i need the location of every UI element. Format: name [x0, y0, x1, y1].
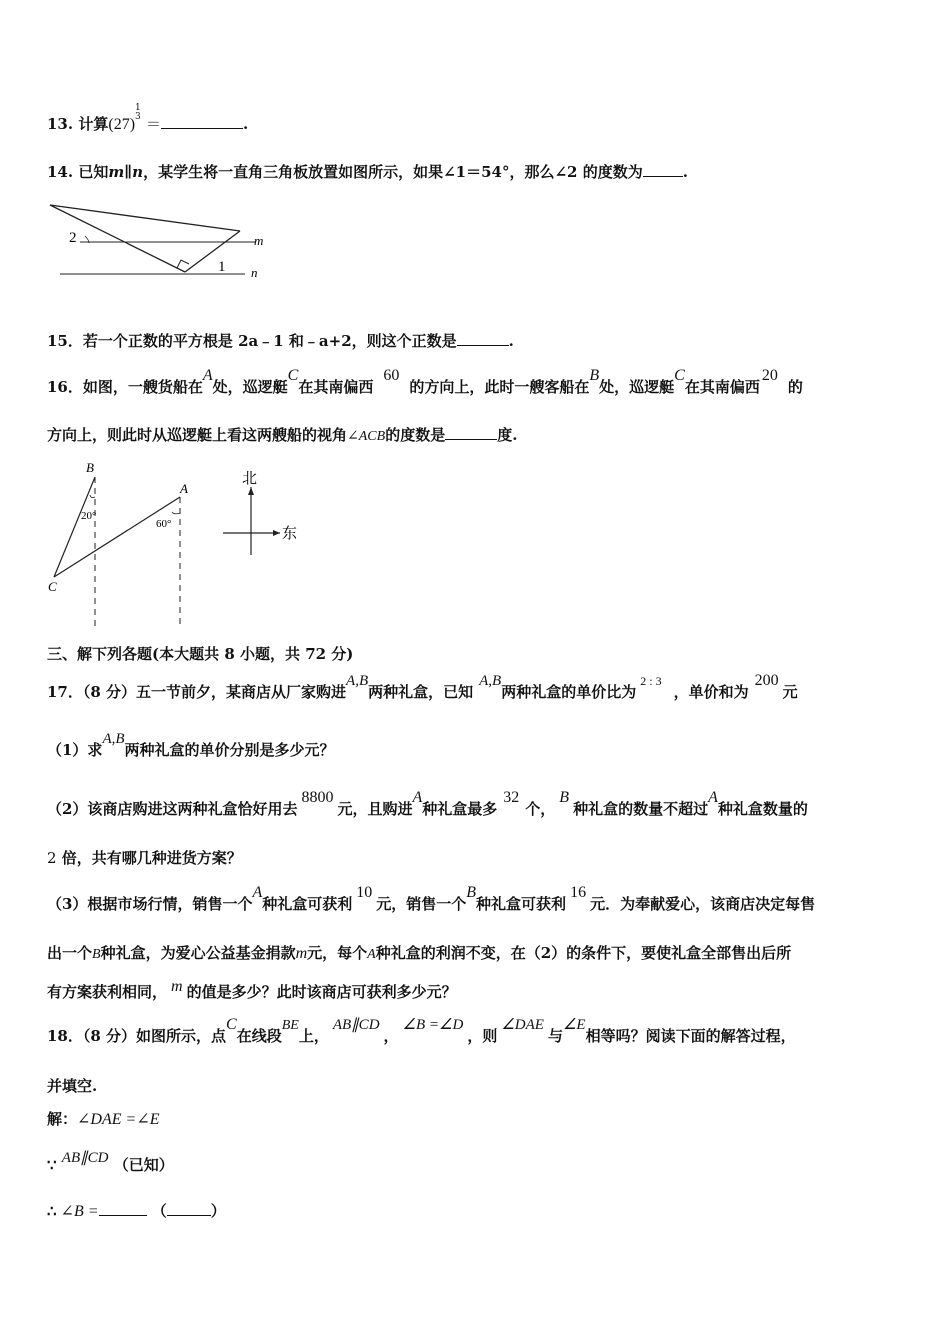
question-18-line-1: 18．（8 分）如图所示，点C在线段BE上，AB∥CD，∠B =∠D，则∠DAE与∠E相等吗？阅读下面的解答过程， [47, 1016, 796, 1045]
label-C: C [48, 579, 57, 594]
question-16-line-2: 方向上，则此时从巡逻艇上看这两艘船的视角∠ACB的度数是 度. [47, 426, 518, 444]
section-3-heading: 三、解下列各题(本大题共 8 小题，共 72 分) [47, 645, 354, 663]
label-60-deg: 60° [156, 518, 172, 530]
segment-BC [54, 477, 95, 577]
east-arrow-icon [273, 530, 280, 536]
triangle-side-right [185, 231, 240, 272]
segment-AC [54, 497, 180, 577]
label-1: 1 [218, 259, 226, 275]
therefore-line: ∴ ∠B = （ ） [47, 1202, 226, 1220]
question-17-part-2: （2）该商店购进这两种礼盒恰好用去8800元，且购进A种礼盒最多32个，B种礼盒的数量不超过A种礼盒数量的 [47, 789, 808, 818]
answer-blank[interactable] [161, 114, 243, 129]
label-m: m [254, 233, 264, 248]
angle-60-arc [172, 512, 180, 514]
question-18-line-2: 并填空. [47, 1077, 98, 1095]
question-17-part-1: （1）求A,B两种礼盒的单价分别是多少元？ [47, 731, 335, 759]
label-n: n [251, 265, 258, 280]
question-17-part-3-cont-1: 出一个B种礼盒，为爱心公益基金捐款m元，每个A种礼盒的利润不变，在（2）的条件下，要使礼盒全部售出后所 [47, 944, 792, 962]
north-arrow-icon [248, 487, 254, 495]
question-16-line-1: 16．如图，一艘货船在A处，巡逻艇C在其南偏西60的方向上，此时一艘客船在B处，巡逻艇C在其南偏西20的 [47, 367, 803, 396]
because-line: ∵ AB∥CD （已知） [47, 1150, 174, 1174]
question-13: 13. 计算(27) 1 3 ＝ . [47, 103, 249, 133]
answer-blank[interactable] [445, 425, 497, 440]
question-15: 15．若一个正数的平方根是 2a﹣1 和﹣a+2，则这个正数是 . [47, 332, 514, 350]
question-17-part-3: （3）根据市场行情，销售一个A种礼盒可获利10元，销售一个B种礼盒可获利16元．为奉献爱心，该商店决定每售 [47, 884, 816, 913]
triangle-parallel-lines-figure [45, 200, 285, 280]
label-2: 2 [69, 230, 77, 246]
answer-blank[interactable] [99, 1201, 147, 1216]
bearing-figure [40, 455, 310, 630]
question-17-part-3-cont-2: 有方案获利相同， m 的值是多少？此时该商店可获利多少元？ [47, 978, 457, 1001]
question-17-line-1: 17．（8 分）五一节前夕，某商店从厂家购进A,B两种礼盒，已知A,B两种礼盒的单价比为$^{2 : 3}$，单价和为200元 [47, 672, 798, 701]
answer-blank[interactable] [457, 331, 509, 346]
reason-blank[interactable] [167, 1201, 211, 1216]
angle-20-arc [90, 495, 95, 498]
label-B: B [86, 460, 94, 475]
label-north: 北 [242, 471, 258, 487]
label-east: 东 [282, 526, 298, 542]
triangle-side-top [50, 205, 240, 231]
solution-line: 解：∠DAE =∠E [47, 1110, 160, 1128]
answer-blank[interactable] [643, 162, 683, 177]
label-20-deg: 20° [81, 510, 97, 522]
label-A: A [180, 481, 188, 496]
question-14: 14. 已知m∥n，某学生将一直角三角板放置如图所示，如果∠1＝54°，那么∠2 的度数为 . [47, 163, 688, 181]
question-17-part-2-cont: 2 倍，共有哪几种进货方案？ [47, 849, 242, 867]
right-angle-mark [177, 260, 189, 268]
